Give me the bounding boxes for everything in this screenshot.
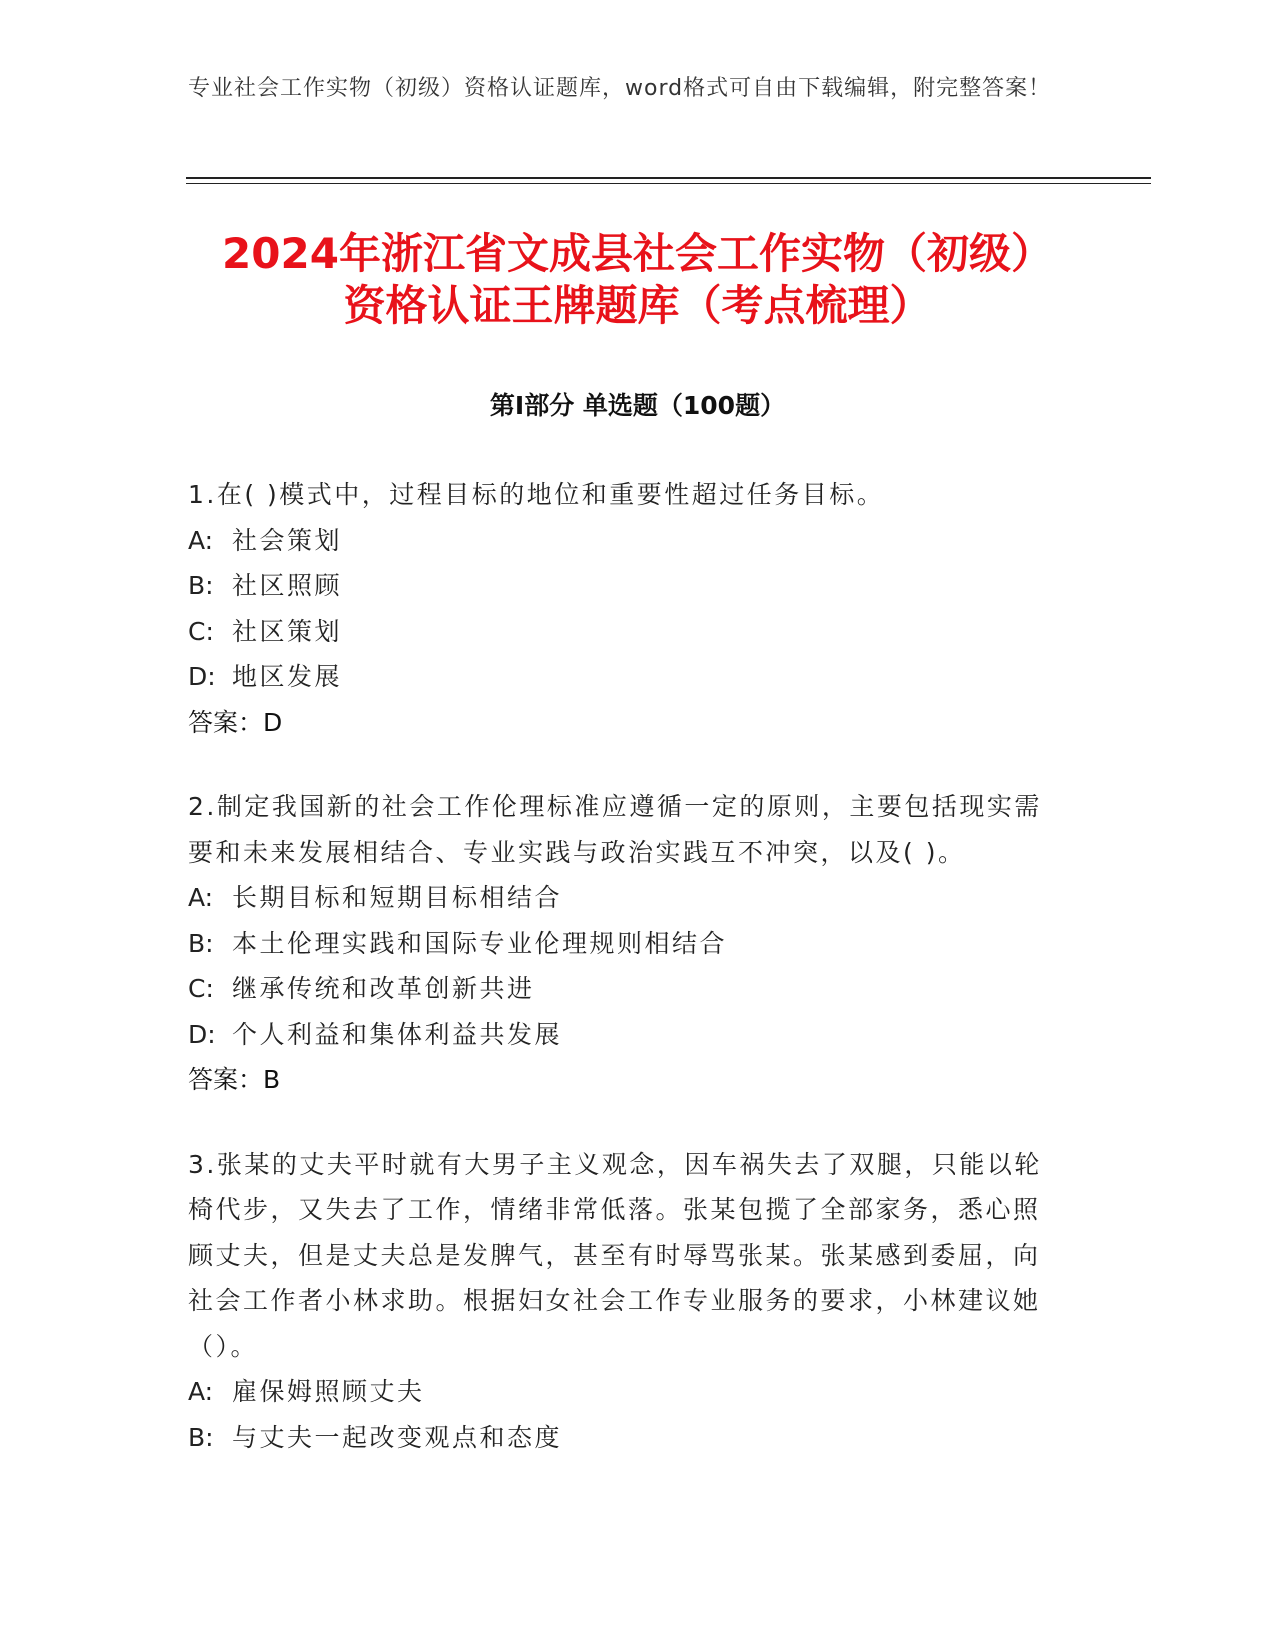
header-rule-thick	[186, 177, 1151, 179]
section-title: 第Ⅰ部分 单选题（100题）	[489, 391, 786, 420]
option-b	[188, 563, 1058, 609]
option-c	[188, 609, 1058, 655]
option-text: 社会策划	[232, 525, 343, 555]
question-stem: 3.张某的丈夫平时就有大男子主义观念，因车祸失去了双腿，只能以轮椅代步，又失去了工作，情绪非常低落。张某包揽了全部家务，悉心照顾丈夫，但是丈夫总是发脾气，甚至有时辱骂张某。张某感到委屈，向社会工作者小林求助。根据妇女社会工作专业服务的要求，小林建议她（）。	[188, 1149, 1042, 1361]
question-1	[188, 472, 1058, 745]
option-a	[188, 518, 1058, 564]
option-text: 社区照顾	[232, 571, 343, 600]
option-key: A:	[188, 525, 214, 555]
answer-line: 答案：B	[188, 1065, 281, 1094]
option-key: C:	[188, 974, 214, 1003]
option-a	[188, 1369, 1058, 1415]
document-title-line-1: 2024年浙江省文成县社会工作实物（初级）	[222, 229, 1053, 278]
option-d	[188, 654, 1058, 700]
option-key: D:	[188, 662, 216, 691]
option-key: A:	[188, 883, 214, 912]
option-key: C:	[188, 616, 214, 646]
option-key: D:	[188, 1019, 216, 1049]
option-text: 社区策划	[232, 616, 343, 646]
option-key: A:	[188, 1377, 214, 1406]
option-text: 长期目标和短期目标相结合	[232, 883, 563, 912]
option-b	[188, 1415, 1058, 1461]
question-3	[188, 1142, 1058, 1461]
question-list	[188, 472, 1058, 1499]
option-key: B:	[188, 1422, 214, 1452]
option-key: B:	[188, 928, 214, 958]
option-text: 雇保姆照顾丈夫	[232, 1377, 425, 1406]
option-text: 继承传统和改革创新共进	[232, 974, 535, 1003]
option-text: 个人利益和集体利益共发展	[232, 1019, 563, 1049]
question-stem: 2.制定我国新的社会工作伦理标准应遵循一定的原则，主要包括现实需要和未来发展相结合、专业实践与政治实践互不冲突，以及( )。	[188, 792, 1042, 867]
question-2	[188, 784, 1058, 1103]
header-note: 专业社会工作实物（初级）资格认证题库，word格式可自由下载编辑，附完整答案！	[188, 76, 1052, 101]
option-text: 本土伦理实践和国际专业伦理规则相结合	[232, 928, 728, 958]
document-title-line-2: 资格认证王牌题库（考点梳理）	[343, 281, 932, 330]
option-b	[188, 921, 1058, 967]
option-c	[188, 966, 1058, 1012]
option-text: 与丈夫一起改变观点和态度	[232, 1422, 563, 1452]
question-stem: 1.在( )模式中，过程目标的地位和重要性超过任务目标。	[188, 480, 885, 509]
option-key: B:	[188, 571, 214, 600]
option-text: 地区发展	[232, 662, 343, 691]
option-a	[188, 875, 1058, 921]
document-title	[0, 228, 1275, 332]
header-rule-thin	[186, 183, 1151, 184]
option-d	[188, 1012, 1058, 1058]
answer-line: 答案：D	[188, 707, 283, 737]
